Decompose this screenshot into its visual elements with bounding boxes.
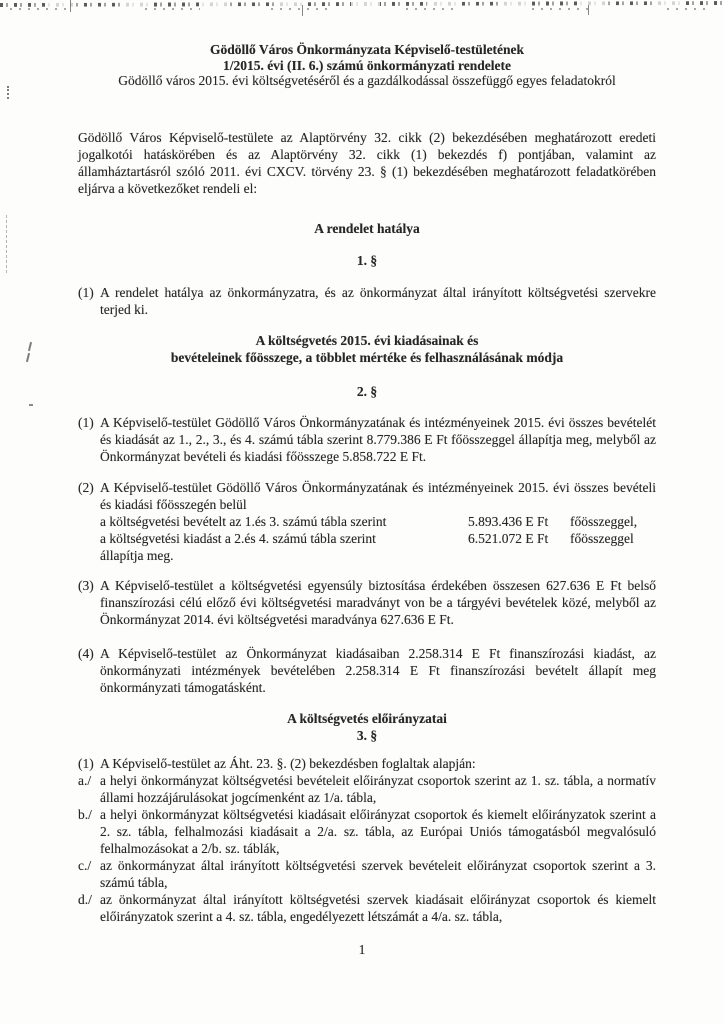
list-item-text: az önkormányzat által irányított költségvetési szervek kiadásait előirányzat csoportok és kiemelt előirányzatok szerint a 4. sz. tábla, engedélyezett létszámát a 4/a. sz. tábla, xyxy=(100,891,656,924)
paragraph-text: A rendelet hatálya az önkormányzatra, és az önkormányzat által irányított költségvetési szervekre terjed ki. xyxy=(100,284,656,317)
section-2-number: 2. § xyxy=(356,383,378,399)
list-item-label: a./ xyxy=(78,772,92,788)
doc-title-line-2: 1/2015. évi (II. 6.) számú önkormányzati rendelete xyxy=(222,57,512,73)
preamble-paragraph: Gödöllő Város Képviselő-testülete az Alaptörvény 32. cikk (2) bekezdésében meghatározott eredeti jogalkotói hatáskörében és az Alaptörvény 32. cikk (1) bekezdés f) pontjában, valamint az államháztartásról szóló 2011. évi CXCV. törvény 23. § (1) bekezdésében meghatározott feladatkörében eljárva a következőket rendeli el: xyxy=(78,129,656,196)
list-item-label: d./ xyxy=(78,891,92,907)
scan-artifact xyxy=(70,0,71,12)
list-item-label: b./ xyxy=(78,806,92,822)
paragraph xyxy=(78,755,656,772)
paragraph-label: (1) xyxy=(78,414,94,430)
list-item xyxy=(78,806,656,857)
list-item xyxy=(78,772,656,806)
section-3-heading: A költségvetés előirányzatai xyxy=(287,710,447,726)
doc-title-line-1: Gödöllő Város Önkormányzata Képviselő-testületének xyxy=(209,42,525,57)
paragraph xyxy=(78,577,656,628)
paragraph-label: (3) xyxy=(78,577,94,593)
paragraph xyxy=(78,645,656,696)
scan-artifact xyxy=(6,215,7,273)
paragraph-text: A Képviselő-testület az Önkormányzat kiadásaiban 2.258.314 E Ft finanszírozási kiadást, az önkormányzati intézmények bevételében 2.258.314 E Ft finanszírozási bevételt állapít meg önkormányzati támogatásként. xyxy=(100,645,656,695)
scan-artifact xyxy=(29,404,33,406)
paragraph-label: (1) xyxy=(78,284,94,300)
page-number: 1 xyxy=(358,942,366,957)
list-item xyxy=(78,891,656,925)
amount-value: 5.893.436 E Ft xyxy=(468,513,549,529)
paragraph-intro: A Képviselő-testület Gödöllő Város Önkormányzatának és intézményeinek 2015. évi összes bevételi és kiadási főösszegén belül xyxy=(100,479,656,512)
amount-row-label: a költségvetési bevételt az 1.és 3. számú tábla szerint xyxy=(100,513,387,529)
section-heading-line: bevételeinek főösszege, a többlet mértéke és felhasználásának módja xyxy=(170,349,564,365)
amount-row xyxy=(100,530,656,547)
amount-row-label: a költségvetési kiadást a 2.és 4. számú tábla szerint xyxy=(100,530,376,546)
section-2-heading xyxy=(78,332,656,366)
paragraph xyxy=(78,414,656,465)
paragraph-text xyxy=(100,479,656,564)
scan-artifact xyxy=(7,86,9,99)
paragraph-text: A Képviselő-testület a költségvetési egyensúly biztosítása érdekében összesen 627.636 E Ft belső finanszírozási célú előző évi költségvetési maradványt von be a tárgyévi bevételek közé, melyből az Önkormányzat 2014. évi költségvetési maradványa 627.636 E Ft. xyxy=(100,577,656,627)
paragraph xyxy=(78,284,656,318)
list-item xyxy=(78,857,656,891)
document-title xyxy=(78,0,656,89)
section-heading-line: A költségvetés 2015. évi kiadásainak és xyxy=(255,332,479,348)
paragraph-closing: állapítja meg. xyxy=(100,547,174,563)
section-3-number: 3. § xyxy=(356,727,378,743)
amount-value: 6.521.072 E Ft xyxy=(468,530,549,546)
list-item-text: a helyi önkormányzat költségvetési bevételeit előirányzat csoportok szerint az 1. sz. tábla, a normatív állami hozzájárulásokat jogcímenként az 1/a. tábla, xyxy=(100,772,656,805)
scan-artifact xyxy=(28,342,32,351)
paragraph xyxy=(78,479,656,564)
paragraph-label: (2) xyxy=(78,479,94,495)
paragraph-text: A Képviselő-testület Gödöllő Város Önkormányzatának és intézményeinek 2015. évi összes bevételét és kiadását az 1., 2., 3., és 4. számú tábla szerint 8.779.386 E Ft főösszeggel állapítja meg, melyből az Önkormányzat bevételi és kiadási főösszege 5.858.722 E Ft. xyxy=(100,414,656,464)
paragraph-text: A Képviselő-testület az Áht. 23. §. (2) bekezdésben foglaltak alapján: xyxy=(100,755,476,771)
scan-artifact xyxy=(26,353,30,362)
amount-row xyxy=(100,513,656,530)
section-1-heading: A rendelet hatálya xyxy=(314,220,420,236)
paragraph-label: (1) xyxy=(78,755,94,771)
paragraph-label: (4) xyxy=(78,645,94,661)
amount-suffix: főösszeggel xyxy=(570,530,634,546)
list-item-text: az önkormányzat által irányított költségvetési szervek bevételeit előirányzat csoportok szerint a 3. számú tábla, xyxy=(100,857,656,890)
list-item-text: a helyi önkormányzat költségvetési kiadásait előirányzat csoportok és kiemelt előirányzatok szerint a 2. sz. tábla, felhalmozási kiadásait a 2/a. sz. tábla, az Európai Uniós támogatásból megvalósuló felhalmozásokat a 2/b. sz. táblák, xyxy=(100,806,656,856)
list-item-label: c./ xyxy=(78,857,92,873)
section-1-number: 1. § xyxy=(356,252,378,268)
doc-title-line-3: Gödöllő város 2015. évi költségvetéséről és a gazdálkodással összefüggő egyes feladatokról xyxy=(118,73,616,88)
document-content xyxy=(78,0,656,925)
amount-suffix: főösszeggel, xyxy=(570,513,638,529)
